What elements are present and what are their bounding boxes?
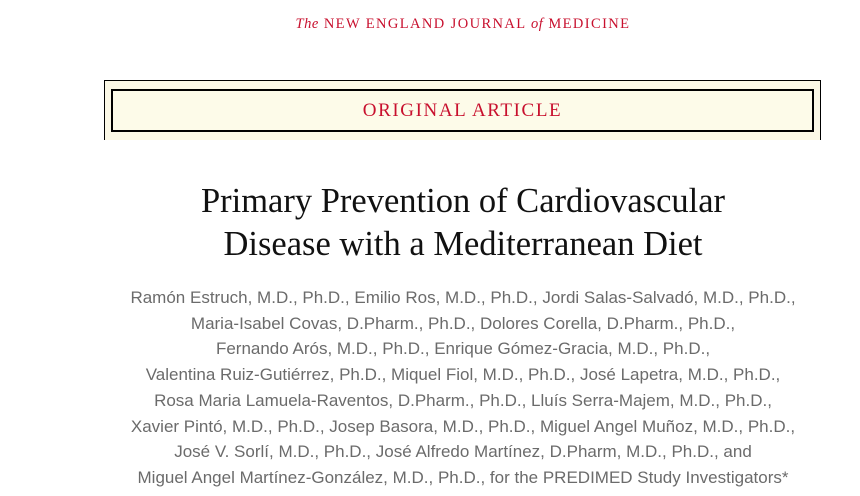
author-line: Valentina Ruiz-Gutiérrez, Ph.D., Miquel Fiol, M.D., Ph.D., José Lapetra, M.D., Ph.D., [145,365,781,385]
title-line-1: Primary Prevention of Cardiovascular [200,182,726,220]
article-type-box [111,89,814,132]
author-line: Miguel Angel Martínez-González, M.D., Ph.D., for the PREDIMED Study Investigators* [137,467,789,487]
masthead-journal-name-part1: NEW ENGLAND JOURNAL [323,16,527,32]
article-type-frame [104,80,821,140]
masthead-of: of [531,16,544,32]
journal-masthead [0,16,860,33]
masthead-the: The [295,16,319,32]
article-type-label: ORIGINAL ARTICLE [362,99,563,121]
author-list [0,285,860,491]
author-line: Rosa Maria Lamuela-Raventos, D.Pharm., Ph.D., Lluís Serra-Majem, M.D., Ph.D., [154,390,772,410]
title-line-2: Disease with a Mediterranean Diet [223,225,703,263]
masthead-journal-name-part2: MEDICINE [548,16,631,32]
author-line: Maria-Isabel Covas, D.Pharm., Ph.D., Dolores Corella, D.Pharm., Ph.D., [190,313,736,333]
author-line: Xavier Pintó, M.D., Ph.D., Josep Basora, M.D., Ph.D., Miguel Angel Muñoz, M.D., Ph.D., [130,416,796,436]
article-title [0,180,860,266]
author-line: José V. Sorlí, M.D., Ph.D., José Alfredo Martínez, D.Pharm, M.D., Ph.D., and [174,442,752,462]
author-line: Fernando Arós, M.D., Ph.D., Enrique Gómez-Gracia, M.D., Ph.D., [215,339,711,359]
author-line: Ramón Estruch, M.D., Ph.D., Emilio Ros, M.D., Ph.D., Jordi Salas-Salvadó, M.D., Ph.D., [130,288,796,307]
